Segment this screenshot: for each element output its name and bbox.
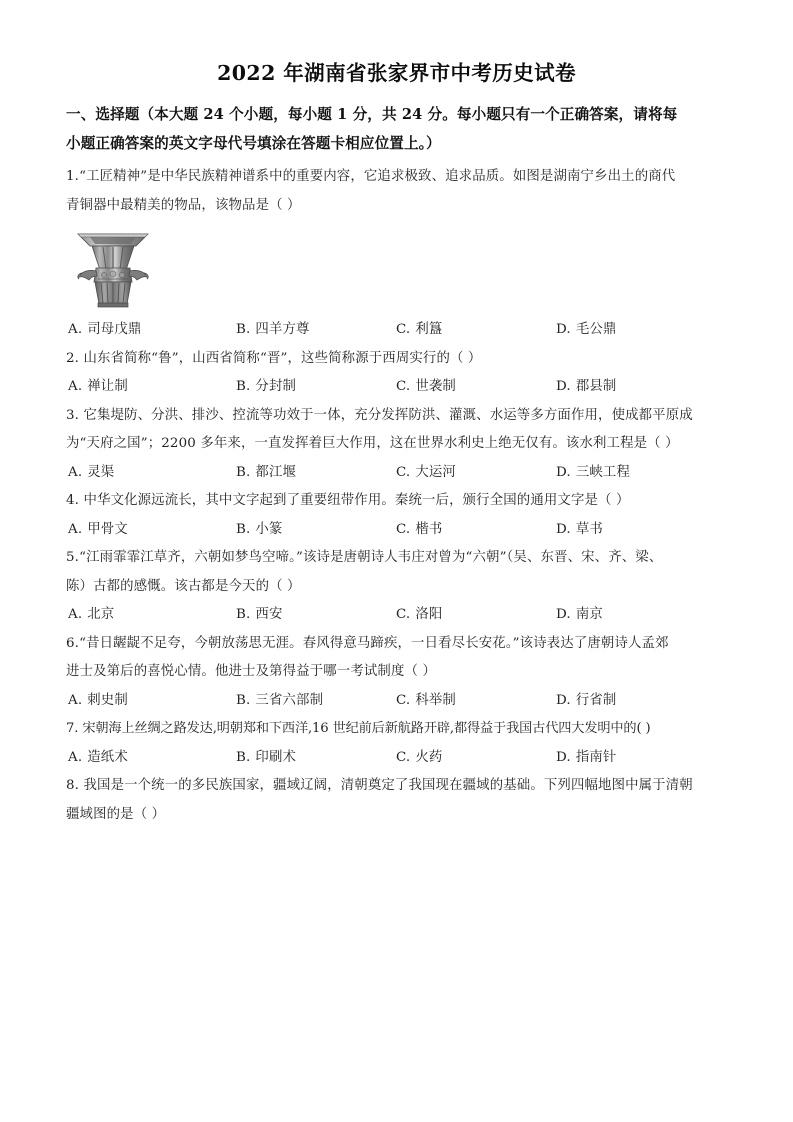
question-1-option-b-text: 四羊方尊 <box>255 322 310 337</box>
question-6-option-c-text: 科举制 <box>415 692 456 708</box>
question-3-option-c[interactable] <box>396 459 456 488</box>
question-7 <box>66 715 730 772</box>
question-4-option-c-text: 楷书 <box>415 521 443 537</box>
question-5-stem-line-1: 5.“江雨霏霏江草齐，六朝如梦鸟空啼。”该诗是唐朝诗人韦庄对曾为“六朝”（吴、东晋、宋、齐、梁、 <box>66 550 663 565</box>
question-1-stem-line-2: 青铜器中最精美的物品，该物品是（ ） <box>66 197 301 213</box>
section-heading-line-1: 一、选择题（本大题 24 个小题，每小题 1 分，共 24 分。每小题只有一个正确答案，请将每 <box>66 106 678 123</box>
question-5 <box>66 544 730 630</box>
option-letter-c: C. <box>396 464 411 480</box>
question-6-option-b-text: 三省六部制 <box>255 692 324 708</box>
question-5-option-d-text: 南京 <box>575 607 603 622</box>
question-6-stem-line-1: 6.“昔日龌龊不足夸，今朝放荡思无涯。春风得意马蹄疾，一日看尽长安花。”该诗表达了唐朝诗人孟郊 <box>66 635 669 651</box>
question-6-option-b[interactable] <box>236 687 323 716</box>
question-5-option-b-text: 西安 <box>255 607 283 622</box>
question-7-stem-line-1: 7. 宋朝海上丝绸之路发达,明朝郑和下西洋,16 世纪前后新航路开辟,都得益于我国古代四大发明中的( ) <box>66 721 651 736</box>
question-6 <box>66 630 730 716</box>
option-letter-c: C. <box>396 692 411 708</box>
option-letter-c: C. <box>396 322 411 337</box>
question-5-option-a-text: 北京 <box>87 607 115 622</box>
question-4-option-a-text: 甲骨文 <box>87 521 128 537</box>
option-letter-c: C. <box>396 749 411 765</box>
question-4 <box>66 487 730 544</box>
question-3-option-b[interactable] <box>236 459 296 488</box>
option-letter-d: D. <box>556 379 571 394</box>
question-4-stem-line-1: 4. 中华文化源远流长，其中文字起到了重要纽带作用。秦统一后，颁行全国的通用文字是（ ） <box>66 493 630 508</box>
question-5-option-b[interactable] <box>236 601 283 630</box>
option-letter-a: A. <box>68 521 83 537</box>
question-2 <box>66 345 730 402</box>
section-heading <box>66 100 730 158</box>
question-3-option-a[interactable] <box>68 459 114 488</box>
question-6-options <box>66 687 730 716</box>
question-5-stem-line-2: 陈）古都的感慨。该古都是今天的（ ） <box>66 578 301 594</box>
question-5-option-a[interactable] <box>68 601 114 630</box>
question-1-option-b[interactable] <box>236 316 310 345</box>
option-letter-d: D. <box>556 749 571 765</box>
section-heading-line-2: 小题正确答案的英文字母代号填涂在答题卡相应位置上。） <box>66 135 441 152</box>
page-title: 2022 年湖南省张家界市中考历史试卷 <box>217 61 576 85</box>
question-3-option-a-text: 灵渠 <box>87 464 115 480</box>
question-4-option-c[interactable] <box>396 516 442 545</box>
question-2-option-b-text: 分封制 <box>255 379 297 394</box>
option-letter-d: D. <box>556 322 571 337</box>
option-letter-d: D. <box>556 521 571 537</box>
question-8-trailing-space <box>66 829 730 831</box>
option-letter-b: B. <box>236 692 251 708</box>
question-2-option-a-text: 禅让制 <box>87 379 128 394</box>
question-1-option-c-text: 利簋 <box>415 322 443 337</box>
question-3-option-d-text: 三峡工程 <box>575 464 630 480</box>
question-7-option-a-text: 造纸术 <box>87 749 128 765</box>
question-3-option-d[interactable] <box>556 459 630 488</box>
question-3-options <box>66 459 730 488</box>
question-6-stem-line-2: 进士及第后的喜悦心情。他进士及第得益于哪一考试制度（ ） <box>66 664 437 679</box>
question-4-option-d[interactable] <box>556 516 603 545</box>
question-2-option-c-text: 世袭制 <box>415 379 456 394</box>
bronze-vessel-image <box>76 224 150 310</box>
question-7-options <box>66 744 730 773</box>
question-2-option-d-text: 郡县制 <box>575 379 617 394</box>
question-1-option-d-text: 毛公鼎 <box>575 322 617 337</box>
question-1-stem-line-1: 1.“工匠精神”是中华民族精神谱系中的重要内容，它追求极致、追求品质。如图是湖南宁乡出土的商代 <box>66 169 676 184</box>
question-1-figure <box>66 220 730 316</box>
question-1-options <box>66 316 730 345</box>
option-letter-b: B. <box>236 322 251 337</box>
question-1-option-d[interactable] <box>556 316 616 345</box>
question-4-options <box>66 516 730 545</box>
question-6-option-d-text: 行省制 <box>575 692 617 708</box>
question-2-option-a[interactable] <box>68 373 128 402</box>
question-3-stem-line-1: 3. 它集堤防、分洪、排沙、控流等功效于一体，充分发挥防洪、灌溉、水运等多方面作用，使成都平原成 <box>66 407 693 423</box>
question-4-option-b-text: 小篆 <box>255 521 283 537</box>
option-letter-d: D. <box>556 692 571 708</box>
option-letter-a: A. <box>68 322 83 337</box>
question-2-option-d[interactable] <box>556 373 616 402</box>
question-6-option-a[interactable] <box>68 687 128 716</box>
question-3 <box>66 402 730 488</box>
question-7-option-b[interactable] <box>236 744 296 773</box>
question-7-option-c[interactable] <box>396 744 442 773</box>
question-7-option-c-text: 火药 <box>415 749 443 765</box>
question-2-stem-line-1: 2. 山东省简称“鲁”，山西省简称“晋”，这些简称源于西周实行的（ ） <box>66 350 482 366</box>
question-7-option-b-text: 印刷术 <box>255 749 297 765</box>
question-3-stem-line-2: 为“天府之国”；2200 多年来，一直发挥着巨大作用，这在世界水利史上绝无仅有。该水利工程是（ ） <box>66 436 679 451</box>
question-4-option-d-text: 草书 <box>575 521 603 537</box>
exam-content <box>66 100 730 831</box>
question-2-options <box>66 373 730 402</box>
option-letter-c: C. <box>396 607 411 622</box>
question-3-option-c-text: 大运河 <box>415 464 456 480</box>
question-8-stem-line-1: 8. 我国是一个统一的多民族国家，疆域辽阔，清朝奠定了我国现在疆域的基础。下列四幅地图中属于清朝 <box>66 778 693 793</box>
question-6-option-c[interactable] <box>396 687 456 716</box>
question-4-option-b[interactable] <box>236 516 283 545</box>
option-letter-c: C. <box>396 379 411 394</box>
option-letter-b: B. <box>236 521 251 537</box>
option-letter-b: B. <box>236 607 251 622</box>
option-letter-d: D. <box>556 607 571 622</box>
question-1-option-a-text: 司母戊鼎 <box>87 322 142 337</box>
question-7-option-d-text: 指南针 <box>575 749 617 765</box>
question-7-option-a[interactable] <box>68 744 128 773</box>
question-8 <box>66 772 730 831</box>
option-letter-b: B. <box>236 379 251 394</box>
question-4-option-a[interactable] <box>68 516 128 545</box>
option-letter-a: A. <box>68 749 83 765</box>
question-2-option-c[interactable] <box>396 373 456 402</box>
question-2-option-b[interactable] <box>236 373 296 402</box>
question-1 <box>66 163 730 345</box>
question-1-option-a[interactable] <box>68 316 141 345</box>
question-6-option-a-text: 刺史制 <box>87 692 128 708</box>
question-5-option-c-text: 洛阳 <box>415 607 443 622</box>
option-letter-a: A. <box>68 379 83 394</box>
question-6-option-d[interactable] <box>556 687 616 716</box>
option-letter-b: B. <box>236 749 251 765</box>
option-letter-a: A. <box>68 607 83 622</box>
question-5-options <box>66 601 730 630</box>
option-letter-c: C. <box>396 521 411 537</box>
question-1-option-c[interactable] <box>396 316 442 345</box>
question-8-stem-line-2: 疆域图的是（ ） <box>66 806 166 822</box>
option-letter-a: A. <box>68 464 83 480</box>
question-5-option-c[interactable] <box>396 601 442 630</box>
option-letter-a: A. <box>68 692 83 708</box>
question-3-option-b-text: 都江堰 <box>255 464 297 480</box>
option-letter-d: D. <box>556 464 571 480</box>
option-letter-b: B. <box>236 464 251 480</box>
question-5-option-d[interactable] <box>556 601 603 630</box>
question-7-option-d[interactable] <box>556 744 616 773</box>
